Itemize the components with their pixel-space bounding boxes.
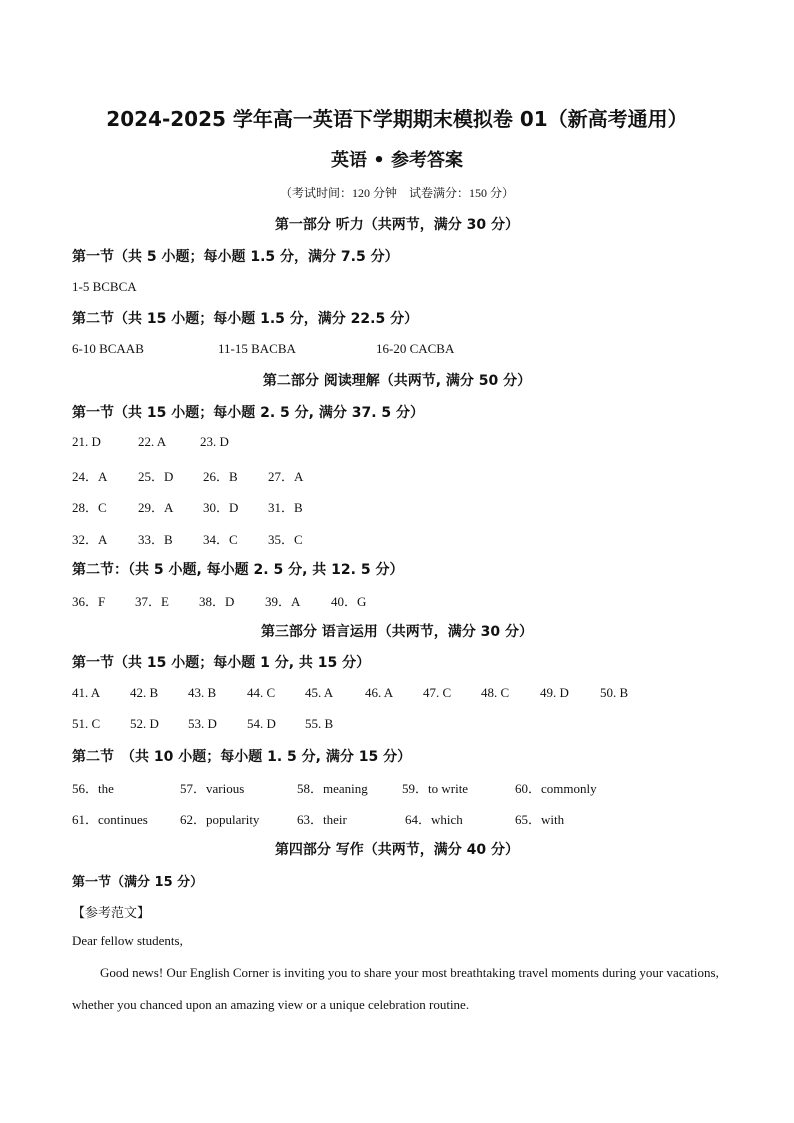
part3-sec2-heading: 第二节 （共 10 小题；每小题 1. 5 分, 满分 15 分） — [72, 749, 412, 765]
answer-group: 6-10 BCAAB — [72, 341, 144, 356]
part1-heading: 第一部分 听力（共两节，满分 30 分） — [274, 217, 520, 233]
answer-item: 54. D — [247, 716, 276, 731]
answer-item: 46. A — [365, 685, 394, 700]
answer-item: 43. B — [188, 685, 217, 700]
answer-item: 58．meaning — [297, 781, 368, 796]
answer-item: 40．G — [331, 594, 367, 609]
answer-item: 60．commonly — [515, 781, 597, 796]
answer-item: 51. C — [72, 716, 101, 731]
answer-item: 32．A — [72, 532, 108, 547]
answer-group: 16-20 CACBA — [376, 341, 455, 356]
answer-item: 21. D — [72, 434, 101, 449]
answer-item: 61．continues — [72, 812, 148, 827]
part2-sec1-heading: 第一节（共 15 小题；每小题 2. 5 分, 满分 37. 5 分） — [72, 405, 425, 421]
part3-sec1-heading: 第一节（共 15 小题；每小题 1 分, 共 15 分） — [72, 655, 371, 671]
answer-item: 45. A — [305, 685, 334, 700]
answer-item: 63．their — [297, 812, 347, 827]
answer-item: 37．E — [135, 594, 169, 609]
answer-item: 56．the — [72, 781, 114, 796]
exam-meta: （考试时间：120 分钟 试卷满分：150 分） — [279, 186, 514, 200]
document-title: 2024-2025 学年高一英语下学期期末模拟卷 01（新高考通用） — [106, 107, 688, 131]
document-subtitle: 英语 • 参考答案 — [330, 150, 464, 171]
answer-item: 34．C — [203, 532, 238, 547]
part1-sec1-heading: 第一节（共 5 小题；每小题 1.5 分，满分 7.5 分） — [72, 249, 399, 265]
answer-item: 23. D — [200, 434, 229, 449]
answer-item: 33．B — [138, 532, 173, 547]
answer-item: 48. C — [481, 685, 510, 700]
answer-item: 50. B — [600, 685, 629, 700]
answer-item: 24．A — [72, 469, 108, 484]
answer-item: 64．which — [405, 812, 463, 827]
answer-item: 39．A — [265, 594, 301, 609]
part2-sec2-heading: 第二节：（共 5 小题, 每小题 2. 5 分, 共 12. 5 分） — [72, 562, 404, 578]
answer-item: 31．B — [268, 500, 303, 515]
answer-item: 44. C — [247, 685, 276, 700]
answer-item: 55. B — [305, 716, 334, 731]
part2-heading: 第二部分 阅读理解（共两节, 满分 50 分） — [262, 373, 532, 389]
part1-sec2-heading: 第二节（共 15 小题；每小题 1.5 分，满分 22.5 分） — [72, 311, 419, 327]
answer-group: 11-15 BACBA — [218, 341, 296, 356]
answer-item: 59．to write — [402, 781, 469, 796]
answer-item: 53. D — [188, 716, 217, 731]
answer-item: 57．various — [180, 781, 245, 796]
answer-item: 38．D — [199, 594, 235, 609]
answer-item: 25．D — [138, 469, 174, 484]
essay-paragraph: Good news! Our English Corner is inviting you to share your most breathtaking travel moments during your vacations, whether you chanced upon an amazing view or a unique celebration routine. — [72, 965, 719, 1012]
answer-item: 35．C — [268, 532, 303, 547]
answer-item: 22. A — [138, 434, 167, 449]
answer-item: 41. A — [72, 685, 101, 700]
part3-heading: 第三部分 语言运用（共两节，满分 30 分） — [260, 624, 534, 640]
answer-group: 1-5 BCBCA — [72, 279, 137, 294]
answer-item: 47. C — [423, 685, 452, 700]
part4-heading: 第四部分 写作（共两节，满分 40 分） — [274, 842, 520, 858]
answer-item: 65．with — [515, 812, 565, 827]
sample-essay-label: 【参考范文】 — [72, 905, 151, 920]
answer-item: 52. D — [130, 716, 159, 731]
answer-item: 29．A — [138, 500, 174, 515]
answer-item: 36．F — [72, 594, 106, 609]
answer-item: 26．B — [203, 469, 238, 484]
essay-greeting: Dear fellow students, — [72, 933, 183, 948]
answer-item: 62．popularity — [180, 812, 260, 827]
answer-item: 30．D — [203, 500, 239, 515]
part4-sec1-heading: 第一节（满分 15 分） — [72, 875, 204, 890]
answer-item: 49. D — [540, 685, 569, 700]
answer-item: 42. B — [130, 685, 159, 700]
answer-item: 28．C — [72, 500, 107, 515]
answer-item: 27．A — [268, 469, 304, 484]
